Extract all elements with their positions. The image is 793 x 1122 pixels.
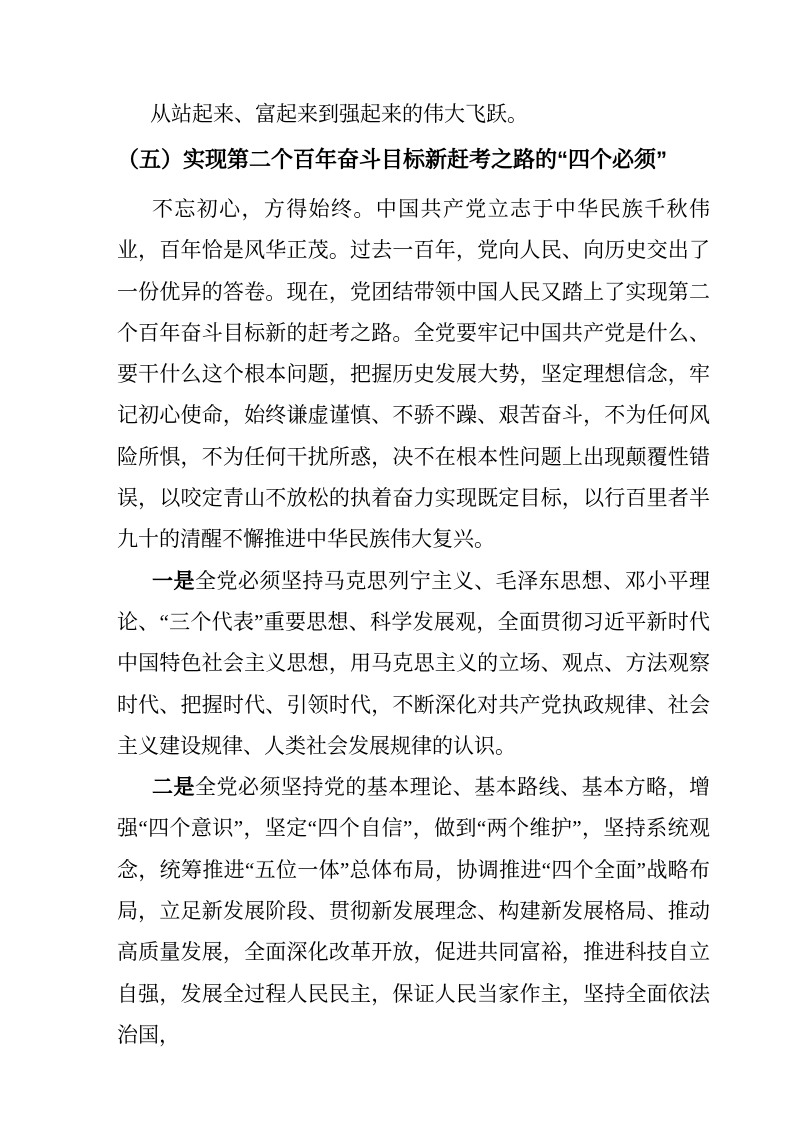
paragraph-lead: 一是 (152, 569, 195, 593)
paragraph-lead: 二是 (152, 776, 195, 800)
paragraph (117, 189, 710, 561)
paragraph-text: 不忘初心，方得始终。中国共产党立志于中华民族千秋伟业，百年恰是风华正茂。过去一百年，党向人民、向历史交出了一份优异的答卷。现在，党团结带领中国人民又踏上了实现第二个百年奋斗目标新的赶考之路。全党要牢记中国共产党是什么、要干什么这个根本问题，把握历史发展大势，坚定理想信念，牢记初心使命，始终谦虚谨慎、不骄不躁、艰苦奋斗，不为任何风险所惧，不为任何干扰所惑，决不在根本性问题上出现颠覆性错误，以咬定青山不放松的执着奋力实现既定目标，以行百里者半九十的清醒不懈推进中华民族伟大复兴。 (117, 197, 710, 552)
paragraph (117, 767, 710, 1056)
paragraph-text: 全党必须坚持党的基本理论、基本路线、基本方略，增强“四个意识”，坚定“四个自信”，做到“两个维护”，坚持系统观念，统筹推进“五位一体”总体布局，协调推进“四个全面”战略布局，立足新发展阶段、贯彻新发展理念、构建新发展格局、推动高质量发展，全面深化改革开放，促进共同富裕，推进科技自立自强，发展全过程人民民主，保证人民当家作主，坚持全面依法治国， (117, 775, 711, 1047)
paragraph (117, 561, 710, 767)
paragraph-text: 全党必须坚持马克思列宁主义、毛泽东思想、邓小平理论、“三个代表”重要思想、科学发展观，全面贯彻习近平新时代中国特色社会主义思想，用马克思主义的立场、观点、方法观察时代、把握时代、引领时代，不断深化对共产党执政规律、社会主义建设规律、人类社会发展规律的认识。 (117, 568, 711, 758)
paragraph-fragment: 从站起来、富起来到强起来的伟大飞跃。 (150, 102, 528, 126)
section-heading: （五）实现第二个百年奋斗目标新赶考之路的“四个必须” (117, 147, 668, 172)
